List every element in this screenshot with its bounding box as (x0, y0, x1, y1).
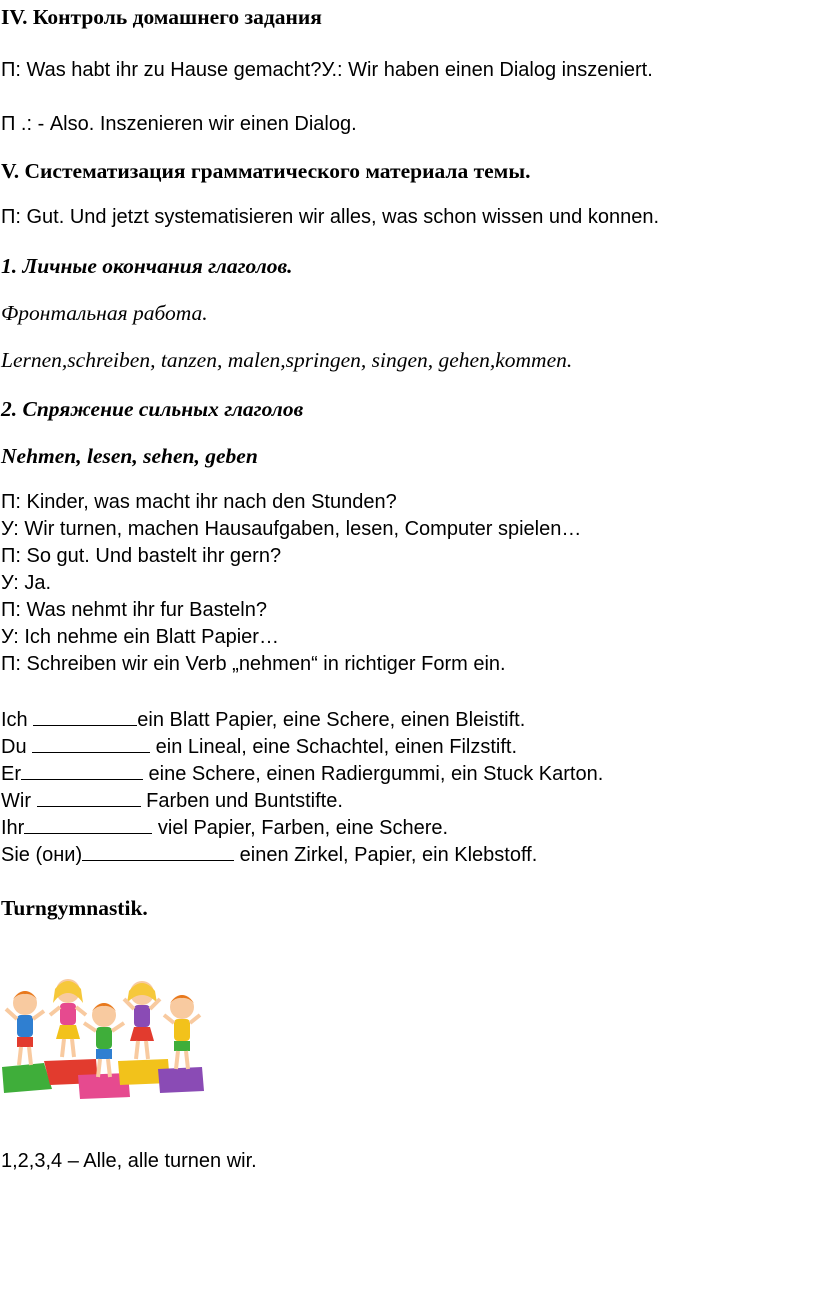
answer-blank[interactable] (21, 759, 143, 780)
exercise-row (1, 759, 603, 787)
exercise-rest: ein Lineal, eine Schachtel, einen Filzstift. (150, 736, 517, 758)
dialogue-line: У: Ich nehme ein Blatt Papier… (1, 626, 279, 648)
answer-blank[interactable] (32, 732, 150, 753)
exercise-pronoun: Sie (они) (1, 844, 83, 866)
dialogue-line: У: Ja. (1, 572, 52, 594)
dialogue-line: П: Kinder, was macht ihr nach den Stunden? (1, 491, 397, 513)
exercise-rest: eine Schere, einen Radiergummi, ein Stuck Karton. (143, 763, 604, 785)
exercise-row (1, 786, 343, 814)
grammar-line-1: П: Gut. Und jetzt systematisieren wir alles, was schon wissen und konnen. (1, 206, 659, 228)
dialogue-line: П: Was nehmt ihr fur Basteln? (1, 599, 267, 621)
exercise-rest: ein Blatt Papier, eine Schere, einen Bleistift. (137, 709, 526, 731)
answer-blank[interactable] (33, 705, 137, 726)
task1-heading: 1. Личные окончания глаголов. (1, 254, 293, 278)
gymnastics-chant: 1,2,3,4 – Alle, alle turnen wir. (1, 1150, 257, 1172)
exercise-row (1, 732, 517, 760)
exercise-pronoun: Er (1, 763, 21, 785)
task1-verbs: Lernen,schreiben, tanzen, malen,springen, singen, gehen,kommen. (1, 348, 573, 372)
exercise-pronoun: Wir (1, 790, 37, 812)
dialogue-line: П: Schreiben wir ein Verb „nehmen“ in richtiger Form ein. (1, 653, 506, 675)
dialogue-line: У: Wir turnen, machen Hausaufgaben, lesen, Computer spielen… (1, 518, 582, 540)
answer-blank[interactable] (82, 840, 234, 861)
grammar-heading: V. Систематизация грамматического материала темы. (1, 159, 531, 183)
exercise-pronoun: Ich (1, 709, 34, 731)
answer-blank[interactable] (37, 786, 141, 807)
exercise-rest: Farben und Buntstifte. (140, 790, 343, 812)
children-gymnastics-illustration (0, 963, 206, 1101)
answer-blank[interactable] (24, 813, 152, 834)
dialogue-line: П: So gut. Und bastelt ihr gern? (1, 545, 282, 567)
homework-line-2: П .: - Also. Inszenieren wir einen Dialog. (1, 113, 357, 135)
exercise-row (1, 840, 537, 868)
exercise-pronoun: Du (1, 736, 33, 758)
homework-heading: IV. Контроль домашнего задания (1, 5, 322, 29)
task2-verbs: Nehmen, lesen, sehen, geben (1, 444, 258, 468)
task1-mode: Фронтальная работа. (1, 301, 208, 325)
exercise-row (1, 705, 525, 733)
homework-line-1: П: Was habt ihr zu Hause gemacht?У.: Wir haben einen Dialog inszeniert. (1, 59, 653, 81)
exercise-rest: viel Papier, Farben, eine Schere. (152, 817, 449, 839)
gymnastics-heading: Turngymnastik. (1, 896, 148, 920)
exercise-pronoun: Ihr (1, 817, 25, 839)
task2-heading: 2. Спряжение сильных глаголов (1, 397, 304, 421)
exercise-rest: einen Zirkel, Papier, ein Klebstoff. (234, 844, 538, 866)
exercise-row (1, 813, 448, 841)
